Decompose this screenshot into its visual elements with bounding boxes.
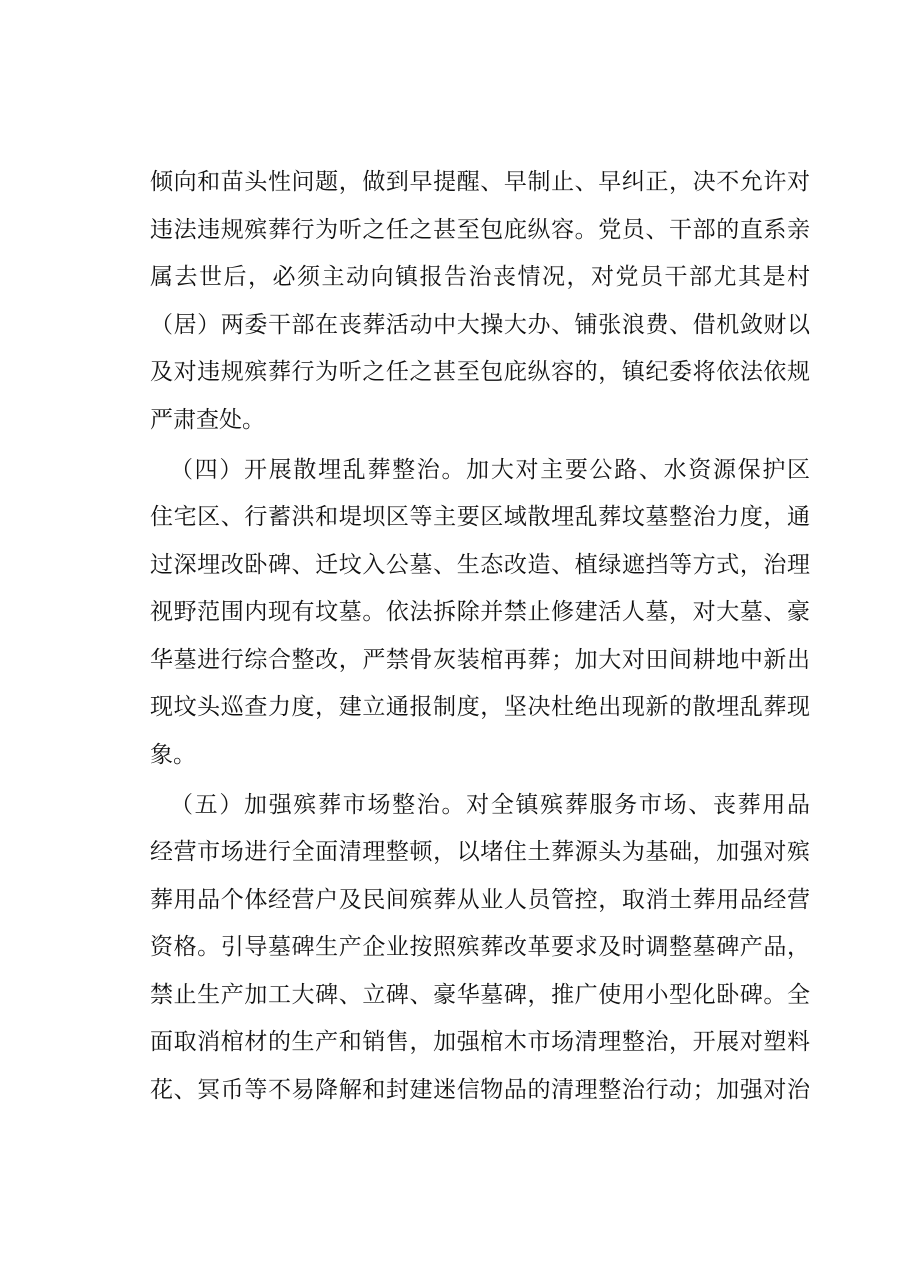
text-line-4: （居）两委干部在丧葬活动中大操大办、铺张浪费、借机敛财以 [150, 312, 810, 338]
text-line-5: 及对违规殡葬行为听之任之甚至包庇纵容的，镇纪委将依法依规 [150, 359, 810, 385]
text-line-1: 倾向和苗头性问题，做到早提醒、早制止、早纠正，决不允许对 [150, 169, 810, 195]
text-line-17: 资格。引导墓碑生产企业按照殡葬改革要求及时调整墓碑产品， [150, 934, 810, 960]
text-line-11: 华墓进行综合整改，严禁骨灰装棺再葬；加大对田间耕地中新出 [150, 647, 810, 673]
section-four-heading-line: （四）开展散埋乱葬整治。加大对主要公路、水资源保护区 [170, 457, 810, 483]
text-line-18: 禁止生产加工大碑、立碑、豪华墓碑，推广使用小型化卧碑。全 [150, 982, 810, 1008]
text-line-12: 现坟头巡查力度，建立通报制度，坚决杜绝出现新的散埋乱葬现 [150, 694, 810, 720]
text-line-16: 葬用品个体经营户及民间殡葬从业人员管控，取消土葬用品经营 [150, 887, 810, 913]
text-line-19: 面取消棺材的生产和销售，加强棺木市场清理整治，开展对塑料 [150, 1029, 810, 1055]
text-line-3: 属去世后，必须主动向镇报告治丧情况，对党员干部尤其是村 [150, 264, 810, 290]
text-line-15: 经营市场进行全面清理整顿，以堵住土葬源头为基础，加强对殡 [150, 839, 810, 865]
text-line-8: 住宅区、行蓄洪和堤坝区等主要区域散埋乱葬坟墓整治力度，通 [150, 504, 810, 530]
text-line-13: 象。 [150, 742, 196, 768]
text-line-10: 视野范围内现有坟墓。依法拆除并禁止修建活人墓，对大墓、豪 [150, 599, 810, 625]
section-five-heading-line: （五）加强殡葬市场整治。对全镇殡葬服务市场、丧葬用品 [170, 792, 810, 818]
text-line-6: 严肃查处。 [150, 407, 265, 433]
text-line-20: 花、冥币等不易降解和封建迷信物品的清理整治行动；加强对治 [150, 1077, 810, 1103]
text-line-9: 过深埋改卧碑、迁坟入公墓、生态改造、植绿遮挡等方式，治理 [150, 552, 810, 578]
text-line-2: 违法违规殡葬行为听之任之甚至包庇纵容。党员、干部的直系亲 [150, 217, 810, 243]
